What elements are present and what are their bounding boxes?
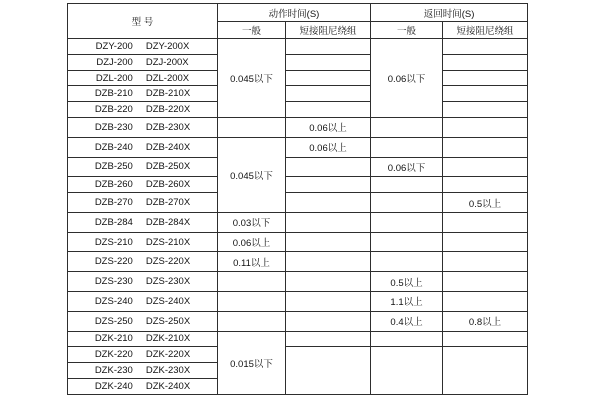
model-cell [68,378,218,394]
model-x: DZB-220X [145,104,191,116]
return-general-cell [371,137,443,157]
model-x: DZK-240X [145,380,191,392]
model-cell [68,212,218,232]
table-row [68,232,528,252]
return-damping-cell [443,177,528,193]
model-x: DZS-220X [145,256,191,268]
model-cell [68,311,218,331]
model-x: DZB-284X [145,216,191,228]
action-damping-cell [286,272,371,292]
action-damping-cell [286,252,371,272]
return-damping-cell [443,347,528,395]
model-cell [68,272,218,292]
return-damping-cell [443,331,528,347]
model-cell [68,102,218,118]
model-base: DZS-210 [94,236,133,248]
model-cell [68,193,218,213]
return-damping-cell [443,118,528,138]
model-x: DZL-200X [145,72,190,84]
model-x: DZS-230X [145,276,191,288]
action-general-cell [218,292,286,312]
model-cell [68,39,218,55]
action-damping-cell [286,39,371,55]
action-damping-cell [286,292,371,312]
return-general-cell [371,347,443,395]
model-cell [68,137,218,157]
model-x: DZJ-200X [145,56,189,68]
model-cell [68,292,218,312]
relay-timing-spec-table [67,3,528,395]
return-general-cell [371,212,443,232]
action-general-cell: 0.015以下 [218,331,286,394]
header-return-time: 返回时间(S) [371,4,528,22]
model-x: DZY-200X [145,40,190,52]
model-x: DZB-240X [145,141,191,153]
model-base: DZB-210 [94,88,133,100]
table-row [68,311,528,331]
table-row [68,137,528,157]
return-damping-cell: 0.5以上 [443,193,528,213]
return-general-cell [371,193,443,213]
return-damping-cell [443,137,528,157]
action-damping-cell [286,86,371,102]
header-action-time: 动作时间(S) [218,4,371,22]
table-row [68,102,528,118]
model-cell [68,54,218,70]
return-damping-cell [443,292,528,312]
model-base: DZY-200 [95,40,133,52]
header-action-general: 一般 [218,22,286,39]
model-base: DZB-260 [94,179,133,191]
return-damping-cell: 0.8以上 [443,311,528,331]
model-base: DZJ-200 [96,56,133,68]
model-base: DZS-250 [94,315,133,327]
return-damping-cell [443,70,528,86]
table-row [68,157,528,177]
action-general-cell: 0.045以下 [218,137,286,212]
table-row [68,272,528,292]
model-base: DZK-210 [94,333,133,345]
action-damping-cell [286,102,371,118]
table-row [68,54,528,70]
return-general-cell: 0.4以上 [371,311,443,331]
table-row [68,212,528,232]
model-x: DZB-270X [145,197,191,209]
return-damping-cell [443,102,528,118]
table-row [68,118,528,138]
action-damping-cell: 0.06以上 [286,137,371,157]
return-damping-cell [443,212,528,232]
action-damping-cell [286,232,371,252]
model-x: DZK-230X [145,365,191,377]
return-damping-cell [443,54,528,70]
return-damping-cell [443,157,528,177]
return-general-cell [371,331,443,347]
action-damping-cell [286,54,371,70]
model-base: DZK-230 [94,365,133,377]
return-general-cell [371,118,443,138]
model-base: DZK-240 [94,380,133,392]
return-damping-cell [443,252,528,272]
model-base: DZK-220 [94,349,133,361]
model-x: DZS-240X [145,295,191,307]
action-general-cell: 0.11以上 [218,252,286,272]
model-base: DZS-240 [94,295,133,307]
table-row [68,331,528,347]
model-cell [68,252,218,272]
action-damping-cell [286,212,371,232]
header-return-general: 一般 [371,22,443,39]
action-damping-cell [286,177,371,193]
model-x: DZS-210X [145,236,191,248]
action-general-cell: 0.045以下 [218,39,286,118]
model-cell [68,157,218,177]
model-x: DZK-220X [145,349,191,361]
action-general-cell [218,311,286,331]
model-cell [68,86,218,102]
return-damping-cell [443,272,528,292]
action-general-cell [218,272,286,292]
model-cell [68,118,218,138]
model-x: DZS-250X [145,315,191,327]
return-general-cell: 0.06以下 [371,157,443,177]
return-damping-cell [443,86,528,102]
model-x: DZB-260X [145,179,191,191]
return-general-cell: 0.5以上 [371,272,443,292]
table-row [68,292,528,312]
model-x: DZK-210X [145,333,191,345]
model-base: DZB-240 [94,141,133,153]
model-x: DZB-230X [145,121,191,133]
action-general-cell: 0.03以下 [218,212,286,232]
table-row [68,177,528,193]
header-model: 型 号 [68,4,218,39]
model-x: DZB-210X [145,88,191,100]
return-damping-cell [443,39,528,55]
action-damping-cell: 0.06以上 [286,118,371,138]
return-general-cell [371,232,443,252]
action-general-cell [218,118,286,138]
model-base: DZB-220 [94,104,133,116]
model-base: DZB-230 [94,121,133,133]
model-cell [68,177,218,193]
model-cell [68,232,218,252]
header-return-damping: 短接阻尼绕组 [443,22,528,39]
return-general-cell: 1.1以上 [371,292,443,312]
header-action-damping: 短接阻尼绕组 [286,22,371,39]
table-row [68,86,528,102]
table-row [68,193,528,213]
table-row [68,70,528,86]
table-row [68,347,528,363]
model-cell [68,347,218,363]
action-damping-cell [286,311,371,331]
model-base: DZS-220 [94,256,133,268]
return-general-cell [371,177,443,193]
return-damping-cell [443,232,528,252]
model-x: DZB-250X [145,161,191,173]
model-base: DZB-250 [94,161,133,173]
model-base: DZL-200 [95,72,133,84]
model-base: DZS-230 [94,276,133,288]
return-general-cell: 0.06以下 [371,39,443,118]
table-row [68,252,528,272]
action-damping-cell [286,331,371,347]
action-damping-cell [286,347,371,395]
model-cell [68,331,218,347]
action-damping-cell [286,157,371,177]
model-base: DZB-284 [94,216,133,228]
model-cell [68,70,218,86]
action-damping-cell [286,193,371,213]
model-cell [68,363,218,379]
table-row [68,39,528,55]
return-general-cell [371,252,443,272]
action-damping-cell [286,70,371,86]
action-general-cell: 0.06以上 [218,232,286,252]
model-base: DZB-270 [94,197,133,209]
